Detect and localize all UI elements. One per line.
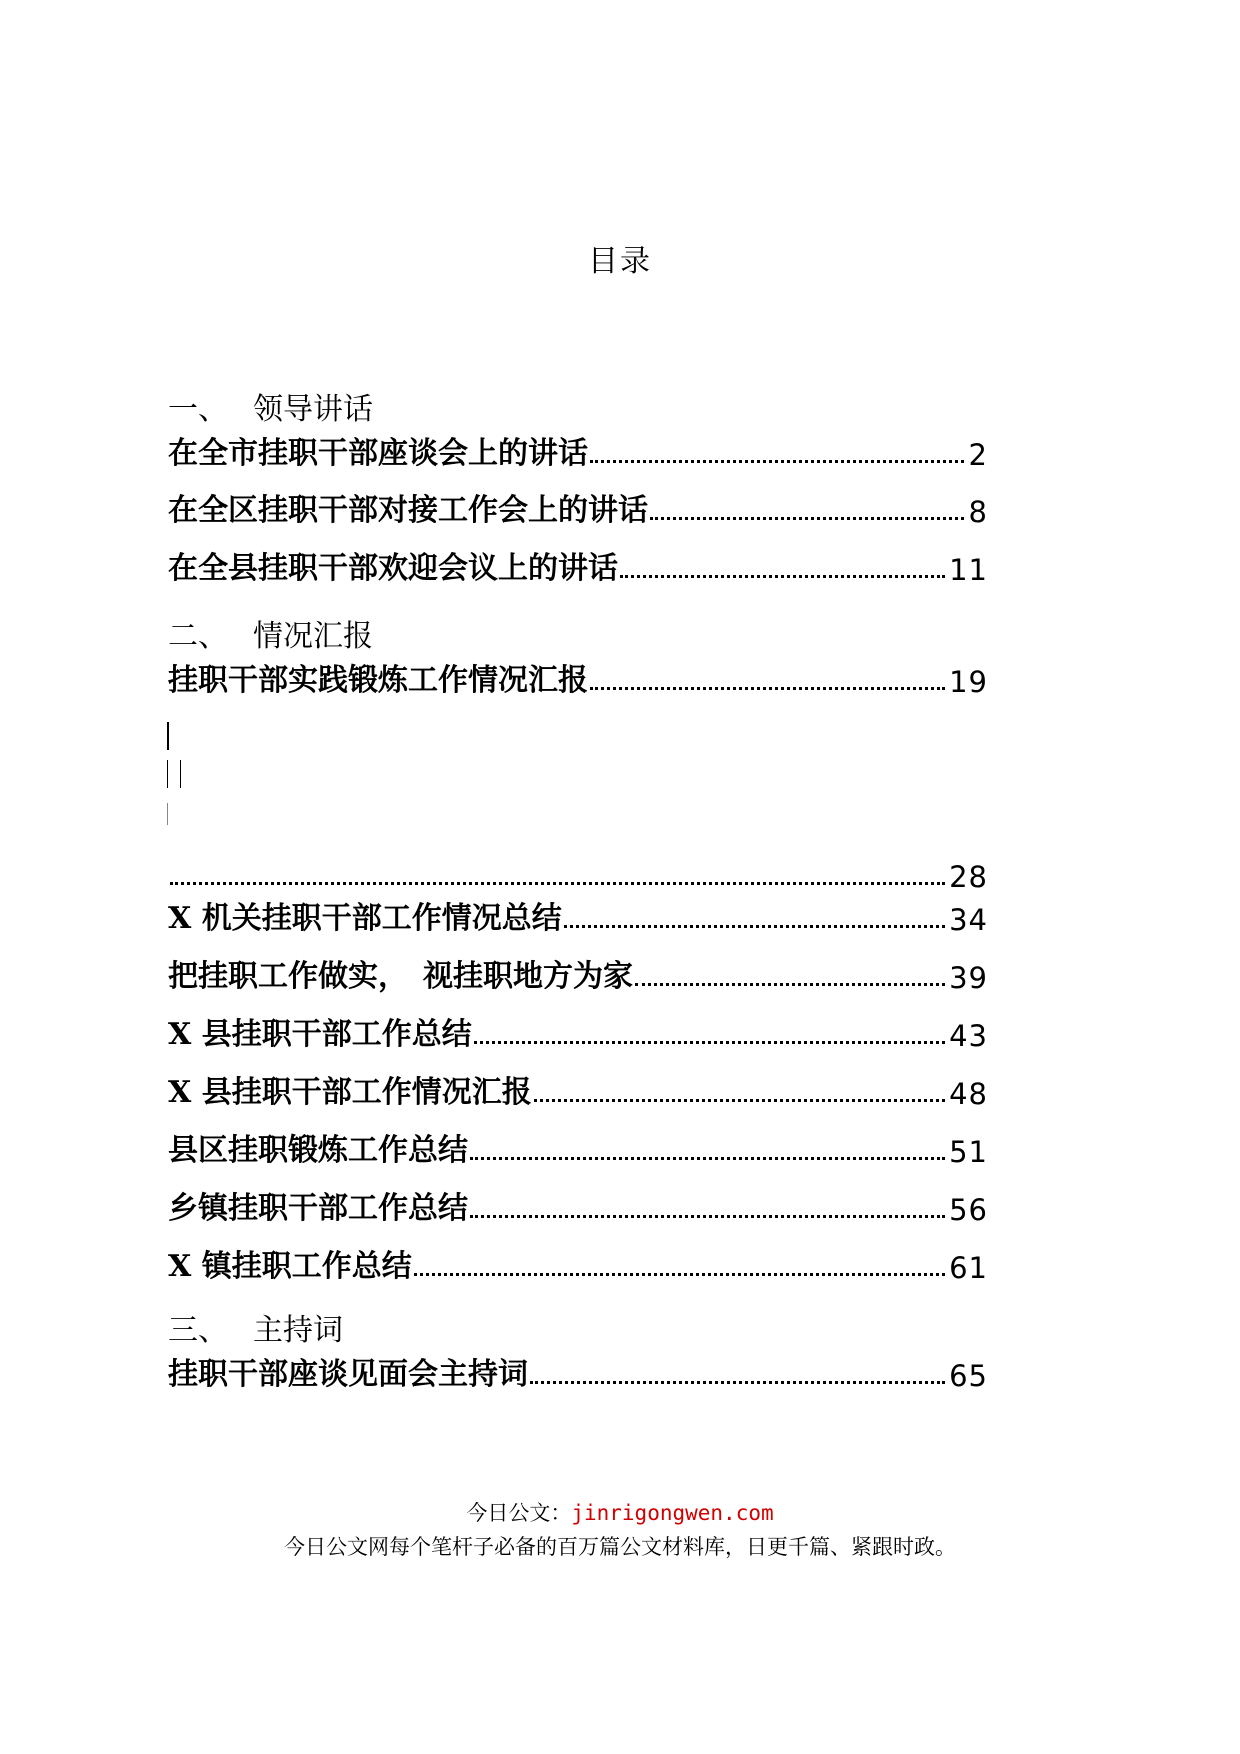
toc-entry-page: 39 <box>949 961 988 995</box>
dot-leader <box>635 983 945 986</box>
section-heading-3 <box>168 1305 343 1349</box>
toc-entry-title: 把挂职工作做实， 视挂职地方为家 <box>168 959 633 994</box>
toc-entry[interactable] <box>168 1349 988 1393</box>
toc-entry-title: 挂职干部实践锻炼工作情况汇报 <box>168 663 588 698</box>
footer-tagline: 今日公文网每个笔杆子必备的百万篇公文材料库，日更千篇、紧跟时政。 <box>284 1535 956 1559</box>
dot-leader <box>590 460 964 463</box>
dot-leader <box>470 1157 945 1160</box>
toc-entry-page: 43 <box>949 1019 988 1053</box>
toc-entry[interactable] <box>168 1009 988 1053</box>
toc-entry-title: 在全区挂职干部对接工作会上的讲话 <box>168 493 648 528</box>
toc-entry[interactable] <box>168 951 988 995</box>
toc-entry-title: 在全市挂职干部座谈会上的讲话 <box>168 436 588 471</box>
dot-leader <box>620 575 945 578</box>
toc-entry[interactable] <box>168 655 988 699</box>
section-number: 二、 <box>168 619 228 654</box>
dot-leader <box>650 517 964 520</box>
toc-entry[interactable] <box>168 893 988 937</box>
scan-artifact <box>167 760 168 788</box>
toc-entry-page: 2 <box>968 438 988 472</box>
toc-entry-page: 61 <box>949 1251 988 1285</box>
toc-entry-page: 8 <box>968 495 988 529</box>
footer-url-link[interactable]: jinrigongwen.com <box>571 1501 774 1525</box>
scan-artifact <box>167 722 169 750</box>
toc-entry-title: X 机关挂职干部工作情况总结 <box>168 901 562 936</box>
toc-entry-page: 34 <box>949 903 988 937</box>
toc-entry-title: X 县挂职干部工作情况汇报 <box>168 1075 532 1110</box>
dot-leader <box>474 1041 945 1044</box>
dot-leader <box>564 925 945 928</box>
toc-entry-title: 县区挂职锻炼工作总结 <box>168 1133 468 1168</box>
footer-source <box>0 1497 1240 1527</box>
dot-leader <box>530 1381 945 1384</box>
toc-entry-title: 挂职干部座谈见面会主持词 <box>168 1357 528 1392</box>
toc-entry-page: 56 <box>949 1193 988 1227</box>
toc-entry-page: 51 <box>949 1135 988 1169</box>
toc-entry[interactable] <box>168 1241 988 1285</box>
section-number: 三、 <box>168 1313 228 1348</box>
toc-entry-page: 65 <box>949 1359 988 1393</box>
dot-leader <box>590 687 945 690</box>
section-heading-1 <box>168 384 373 428</box>
toc-entry[interactable] <box>168 543 988 587</box>
toc-entry-page: 28 <box>949 860 988 894</box>
dot-leader <box>170 882 945 885</box>
scan-artifact <box>180 760 181 788</box>
toc-entry[interactable] <box>168 485 988 529</box>
toc-entry-title: X 县挂职干部工作总结 <box>168 1017 472 1052</box>
toc-entry-title: 在全县挂职干部欢迎会议上的讲话 <box>168 551 618 586</box>
section-title: 主持词 <box>253 1313 343 1348</box>
toc-entry-title: X 镇挂职工作总结 <box>168 1249 412 1284</box>
section-heading-2 <box>168 611 373 655</box>
toc-entry[interactable] <box>168 428 988 472</box>
toc-entry-title: 乡镇挂职干部工作总结 <box>168 1191 468 1226</box>
toc-entry[interactable] <box>168 1067 988 1111</box>
toc-entry-page: 48 <box>949 1077 988 1111</box>
section-title: 领导讲话 <box>253 392 373 427</box>
toc-entry[interactable] <box>168 1183 988 1227</box>
dot-leader <box>470 1215 945 1218</box>
toc-entry[interactable] <box>168 850 988 894</box>
section-number: 一、 <box>168 392 228 427</box>
toc-entry[interactable] <box>168 1125 988 1169</box>
page-title: 目录 <box>588 244 652 279</box>
toc-entry-page: 11 <box>949 553 988 587</box>
section-title: 情况汇报 <box>253 619 373 654</box>
dot-leader <box>414 1273 945 1276</box>
dot-leader <box>534 1099 945 1102</box>
footer-label: 今日公文： <box>466 1501 572 1525</box>
scan-artifact <box>167 803 168 825</box>
toc-entry-page: 19 <box>949 665 988 699</box>
